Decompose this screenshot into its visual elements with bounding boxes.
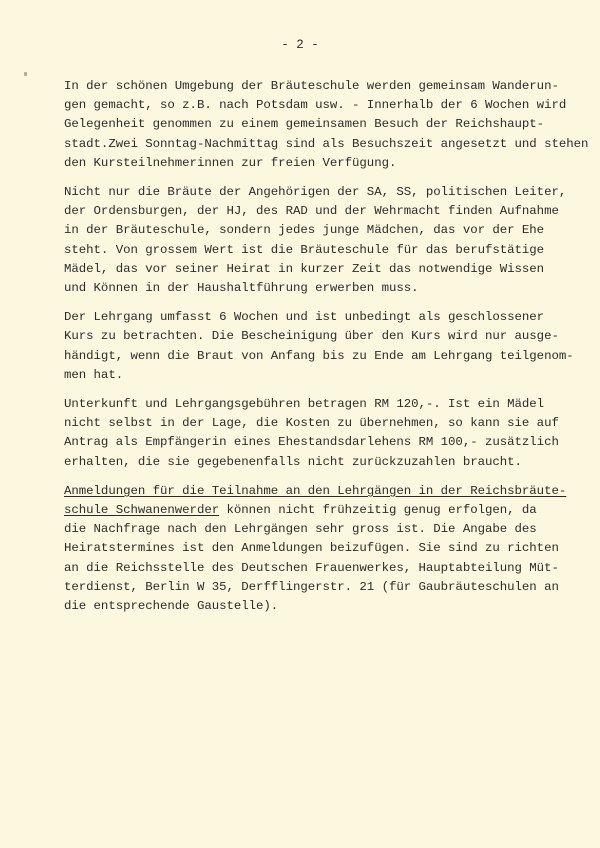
text-line: nicht selbst in der Lage, die Kosten zu übernehmen, so kann sie auf <box>64 416 559 431</box>
text-line: gen gemacht, so z.B. nach Potsdam usw. - Innerhalb der 6 Wochen wird <box>64 98 567 113</box>
text-line: Mädel, das vor seiner Heirat in kurzer Zeit das notwendige Wissen <box>64 261 545 276</box>
text-line: Nicht nur die Bräute der Angehörigen der SA, SS, politischen Leiter, <box>64 185 567 200</box>
text-line: an die Reichsstelle des Deutschen Frauenwerkes, Hauptabteilung Müt- <box>64 560 559 575</box>
text-line: steht. Von grossem Wert ist die Bräuteschule für das berufstätige <box>64 242 545 257</box>
text-line <box>64 501 590 520</box>
text-line: erhalten, die sie gegebenenfalls nicht zurückzuzahlen braucht. <box>64 454 522 469</box>
text-line: stadt.Zwei Sonntag-Nachmittag sind als Besuchszeit angesetzt und stehen <box>64 136 589 151</box>
text-line: die Nachfrage nach den Lehrgängen sehr gross ist. Die Angabe des <box>64 522 537 537</box>
text-line: händigt, wenn die Braut von Anfang bis zu Ende am Lehrgang teilgenom- <box>64 348 574 363</box>
text-line: Kurs zu betrachten. Die Bescheinigung über den Kurs wird nur ausge- <box>64 329 559 344</box>
page-number: - 2 - <box>281 38 319 52</box>
text-line: den Kursteilnehmerinnen zur freien Verfügung. <box>64 155 397 170</box>
margin-mark <box>24 72 27 76</box>
paragraph-3 <box>64 308 590 385</box>
text-line: Gelegenheit genommen zu einem gemeinsamen Besuch der Reichshaupt- <box>64 117 545 132</box>
underlined-text: schule Schwanenwerder <box>64 503 220 518</box>
text-line: Unterkunft und Lehrgangsgebühren betragen RM 120,-. Ist ein Mädel <box>64 397 545 412</box>
text-line: Heiratstermines ist den Anmeldungen beizufügen. Sie sind zu richten <box>64 541 559 556</box>
text-line: und Können in der Haushaltführung erwerben muss. <box>64 281 419 296</box>
text-line: men hat. <box>64 367 124 382</box>
paragraph-1 <box>64 77 590 173</box>
text-line: die entsprechende Gaustelle). <box>64 599 279 614</box>
paragraph-4 <box>64 395 590 472</box>
text-line: In der schönen Umgebung der Bräuteschule werden gemeinsam Wanderun- <box>64 79 559 93</box>
paragraph-2 <box>64 183 590 298</box>
underlined-text: Anmeldungen für die Teilnahme an den Lehrgängen in der Reichsbräute- <box>64 483 567 498</box>
text-fragment: können nicht frühzeitig genug erfolgen, da <box>219 503 537 518</box>
text-line: Antrag als Empfängerin eines Ehestandsdarlehens RM 100,- zusätzlich <box>64 435 559 450</box>
text-line: Der Lehrgang umfasst 6 Wochen und ist unbedingt als geschlossener <box>64 310 545 325</box>
text-line: der Ordensburgen, der HJ, des RAD und der Wehrmacht finden Aufnahme <box>64 204 559 219</box>
paragraph-5 <box>64 482 590 616</box>
text-line <box>64 482 590 501</box>
text-line: terdienst, Berlin W 35, Derfflingerstr. 21 (für Gaubräuteschulen an <box>64 579 559 594</box>
text-line: in der Bräuteschule, sondern jedes junge Mädchen, das vor der Ehe <box>64 223 545 238</box>
document-body <box>64 77 590 626</box>
